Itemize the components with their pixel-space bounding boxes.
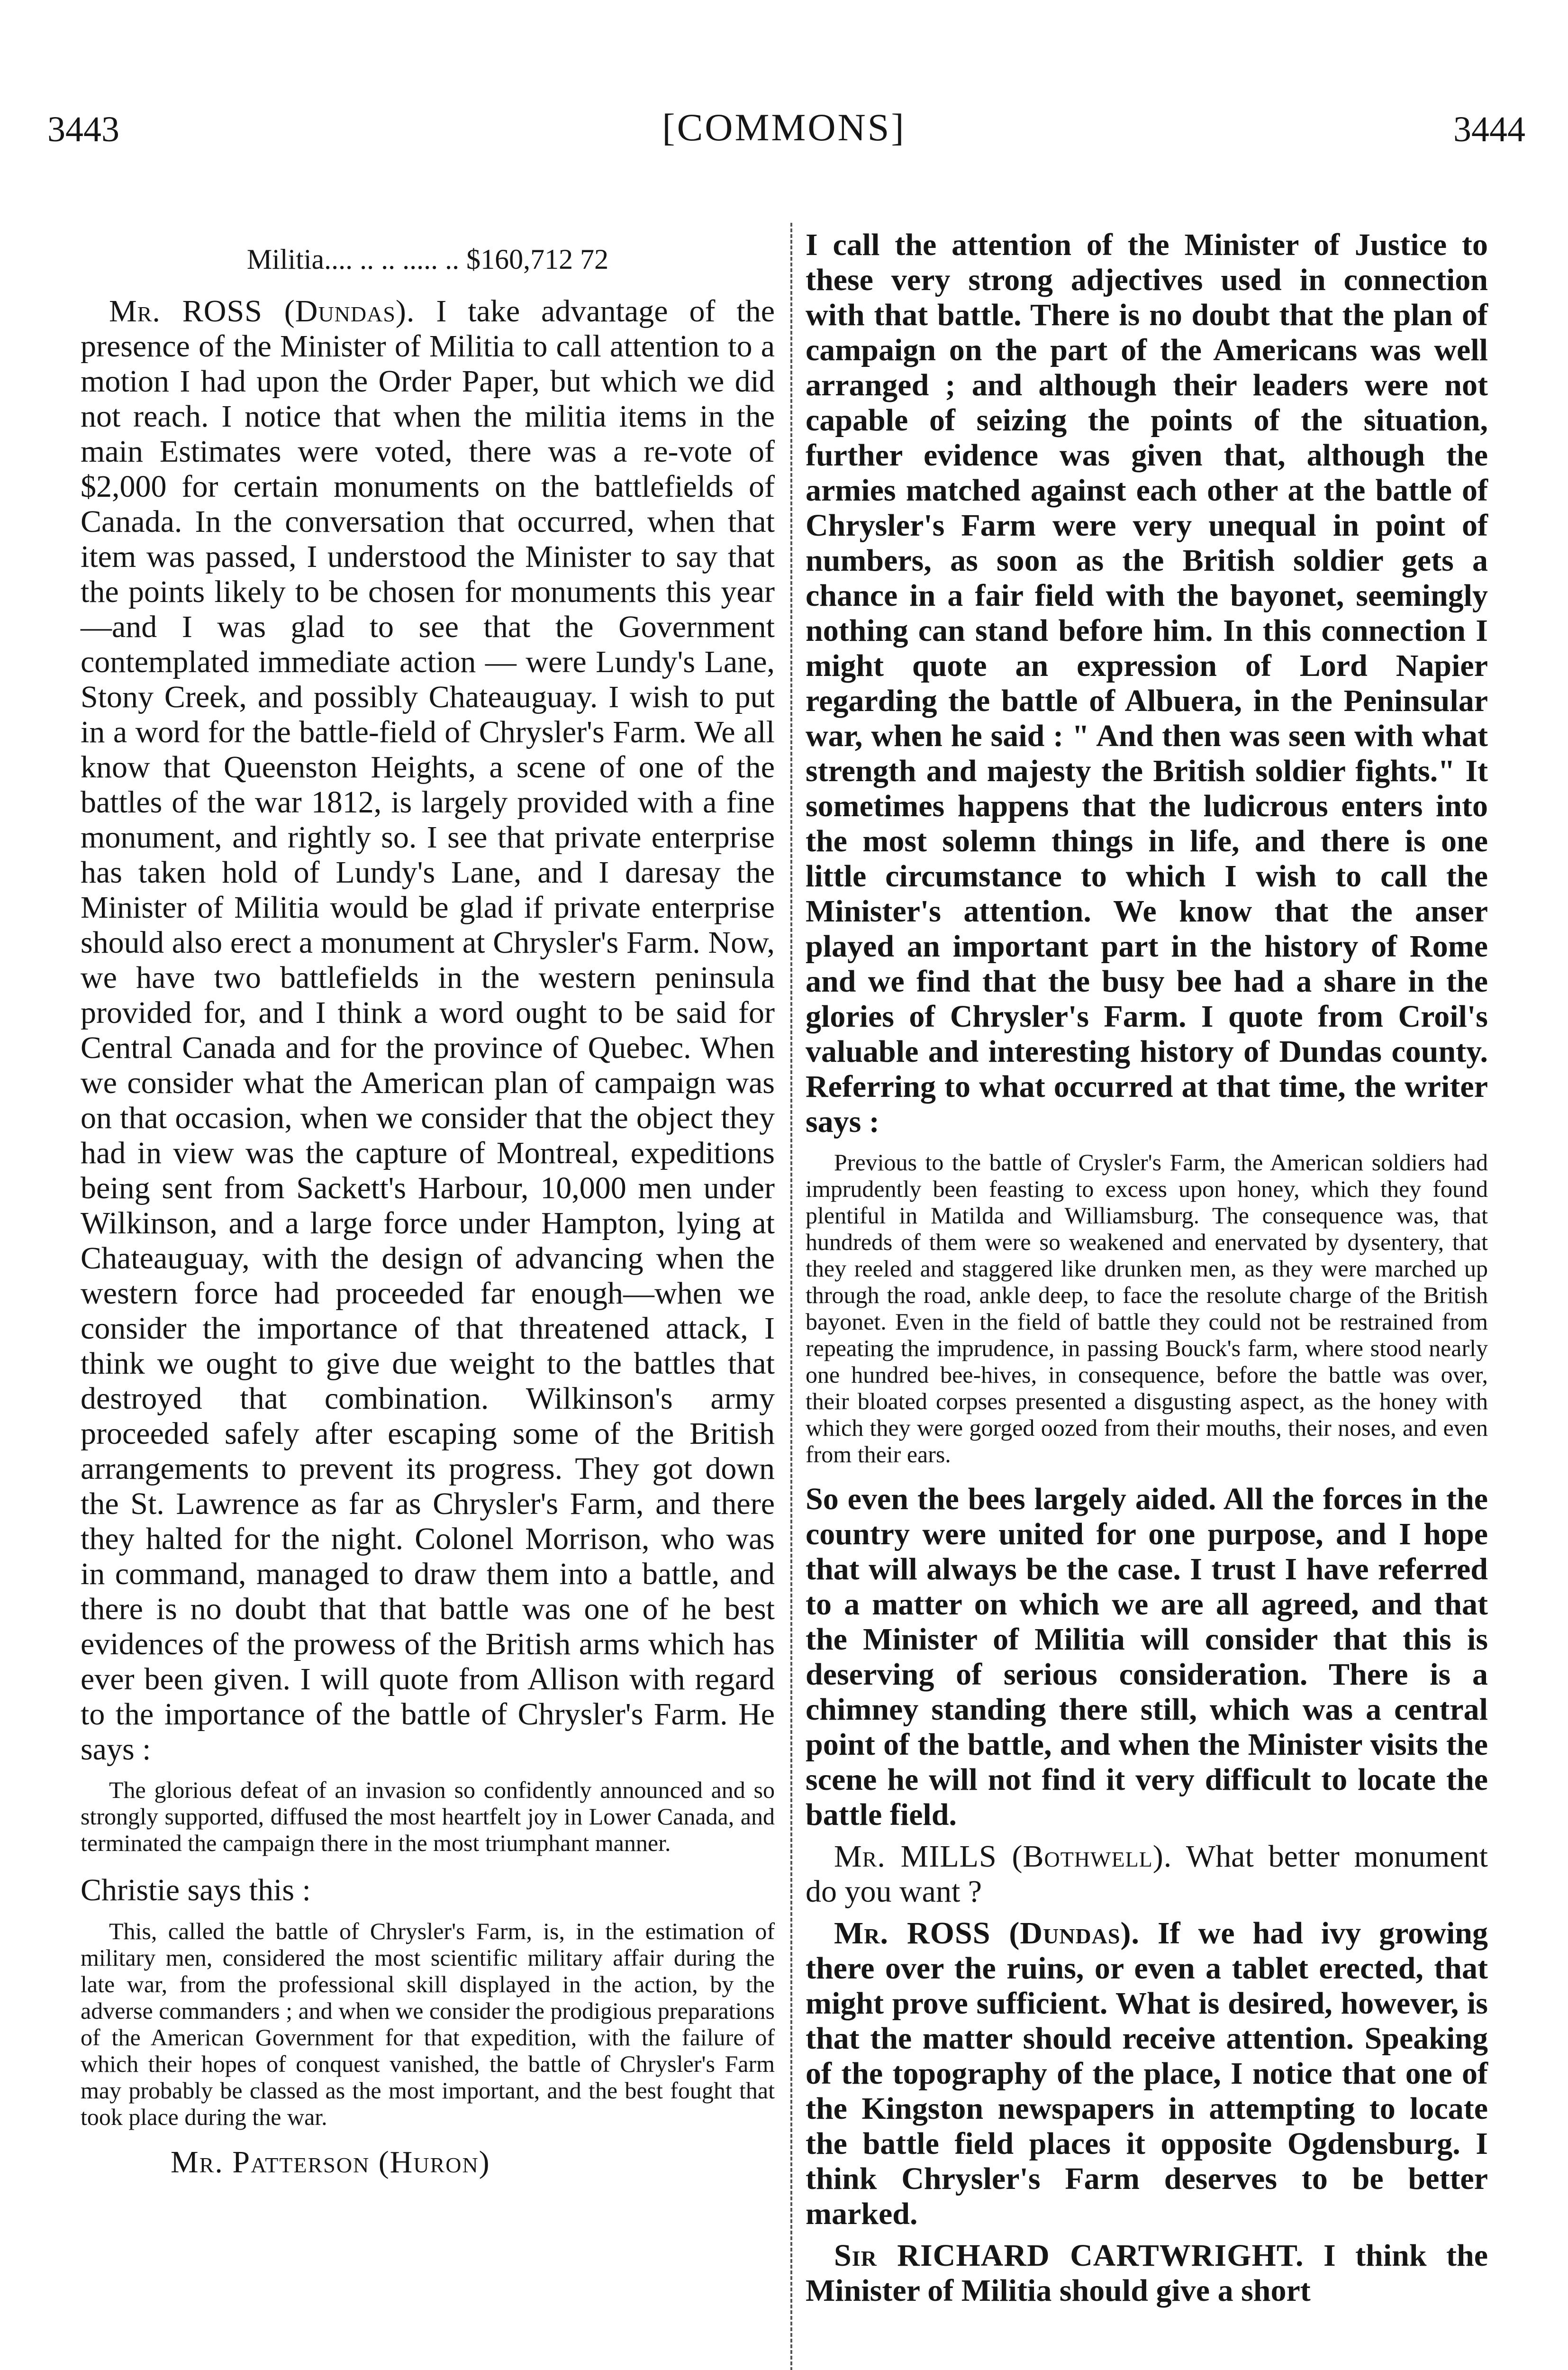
paragraph-mills xyxy=(806,1839,1488,1909)
quote-allison: The glorious defeat of an invasion so confidently announced and so strongly supported, diffused the most heartfelt joy in Lower Canada, and terminated the campaign there in the most triumphant manner. xyxy=(81,1777,775,1856)
speaker-name: Sir RICHARD CARTWRIGHT. xyxy=(834,2238,1304,2273)
paragraph-ross-1 xyxy=(81,294,775,1767)
speaker-name: Mr. ROSS (Dundas). xyxy=(834,1916,1140,1951)
paragraph-text: I take advantage of the presence of the Minister of Militia to call attention to a motion I had upon the Order Paper, but which we did not reach. I notice that when the militia items in the main Estimates were voted, there was a re-vote of $2,000 for certain monuments on the battlefields of Canada. In the conversation that occurred, when that item was passed, I understood the Minister to say that the points likely to be chosen for monuments this year—and I was glad to see that the Government contemplated immediate action — were Lundy's Lane, Stony Creek, and possibly Chateauguay. I wish to put in a word for the battle-field of Chrysler's Farm. We all know that Queenston Heights, a scene of one of the battles of the war 1812, is largely provided with a fine monument, and rightly so. I see that private enterprise has taken hold of Lundy's Lane, and I daresay the Minister of Militia would be glad if private enterprise should also erect a monument at Chrysler's Farm. Now, we have two battlefields in the western peninsula provided for, and I think a word ought to be said for Central Canada and for the province of Quebec. When we consider what the American plan of campaign was on that occasion, when we consider that the object they had in view was the capture of Montreal, expeditions being sent from Sackett's Harbour, 10,000 men under Wilkinson, and a large force under Hampton, lying at Chateauguay, with the design of advancing when the western force had proceeded far enough—when we consider the importance of that threatened attack, I think we ought to give due weight to the battles that destroyed that combination. Wilkinson's army proceeded safely after escaping some of the British arrangements to prevent its progress. They got down the St. Lawrence as far as Chrysler's Farm, and there they halted for the night. Colonel Morrison, who was in command, managed to draw them into a battle, and there is no doubt that that battle was one of he best evidences of the prowess of the British arms which has ever been given. I will quote from Allison with regard to the importance of the battle of Chrysler's Farm. He says : xyxy=(81,294,775,1767)
lead-in-christie: Christie says this : xyxy=(81,1873,311,1907)
paragraph-text: I think the Minister of Militia should give a short xyxy=(806,2238,1488,2308)
column-divider xyxy=(790,223,792,2370)
left-page-number: 3443 xyxy=(47,109,119,149)
quote-croil: Previous to the battle of Crysler's Farm, the American soldiers had imprudently been feasting to excess upon honey, which they found plentiful in Matilda and Williamsburg. The consequence was, that hundreds of them were so weakened and enervated by dysentery, that they reeled and staggered like drunken men, as they were marched up through the road, ankle deep, to face the resolute charge of the British bayonet. Even in the field of battle they could not be restrained from repeating the imprudence, in passing Bouck's farm, where stood nearly one hundred bee-hives, in consequence, before the battle was over, their bloated corpses presented a disgusting aspect, as the honey with which they were gorged oozed from their mouths, their noses, and even from their ears. xyxy=(806,1149,1488,1468)
speaker-name: Mr. ROSS (Dundas). xyxy=(109,294,415,328)
paragraph-ross-3 xyxy=(806,1916,1488,2232)
quote-christie: This, called the battle of Chrysler's Farm, is, in the estimation of military men, considered the most scientific military affair during the late war, from the professional skill displayed in the action, by the adverse commanders ; and when we consider the prodigious preparations of the American Government for that expedition, with the failure of which their hopes of conquest vanished, the battle of Chrysler's Farm may probably be classed as the most important, and the best fought that took place during the war. xyxy=(81,1918,775,2130)
left-column xyxy=(81,228,775,2180)
right-page-number: 3444 xyxy=(1453,109,1525,149)
page-header xyxy=(0,0,1568,199)
speaker-name: Mr. MILLS (Bothwell). xyxy=(834,1839,1172,1874)
budget-item: Militia.... .. .. ..... .. $160,712 72 xyxy=(246,244,609,275)
paragraph-text: If we had ivy growing there over the ruins, or even a tablet erected, that might prove sufficient. What is desired, however, is that the matter should receive attention. Speaking of the topography of the place, I notice that one of the Kingston newspapers in attempting to locate the battle field places it opposite Ogdensburg. I think Chrysler's Farm deserves to be better marked. xyxy=(806,1916,1488,2231)
paragraph-cartwright xyxy=(806,2238,1488,2308)
chamber-title: [COMMONS] xyxy=(662,106,906,149)
paragraph-text: What better monument do you want ? xyxy=(806,1839,1488,1909)
right-column xyxy=(806,228,1488,2315)
paragraph-ross-2: I call the attention of the Minister of Justice to these very strong adjectives used in connection with that battle. There is no doubt that the plan of campaign on the part of the Americans was well arranged ; and although their leaders were not capable of seizing the points of the situation, further evidence was given that, although the armies matched against each other at the battle of Chrysler's Farm were very unequal in point of numbers, as soon as the British soldier gets a chance in a fair field with the bayonet, seemingly nothing can stand before him. In this connection I might quote an expression of Lord Napier regarding the battle of Albuera, in the Peninsular war, when he said : " And then was seen with what strength and majesty the British soldier fights." It sometimes happens that the ludicrous enters into the most solemn things in life, and there is one little circumstance to which I wish to call the Minister's attention. We know that the anser played an important part in the history of Rome and we find that the busy bee had a share in the glories of Chrysler's Farm. I quote from Croil's valuable and interesting history of Dundas county. Referring to what occurred at that time, the writer says : xyxy=(806,228,1488,1139)
speaker-byline: Mr. Patterson (Huron) xyxy=(171,2145,490,2179)
paragraph-bees: So even the bees largely aided. All the forces in the country were united for one purpose, and I hope that will always be the case. I trust I have referred to a matter on which we are all agreed, and that the Minister of Militia will consider that this is deserving of serious consideration. There is a chimney standing there still, which was a central point of the battle, and when the Minister visits the scene he will not find it very difficult to locate the battle field. xyxy=(806,1482,1488,1832)
